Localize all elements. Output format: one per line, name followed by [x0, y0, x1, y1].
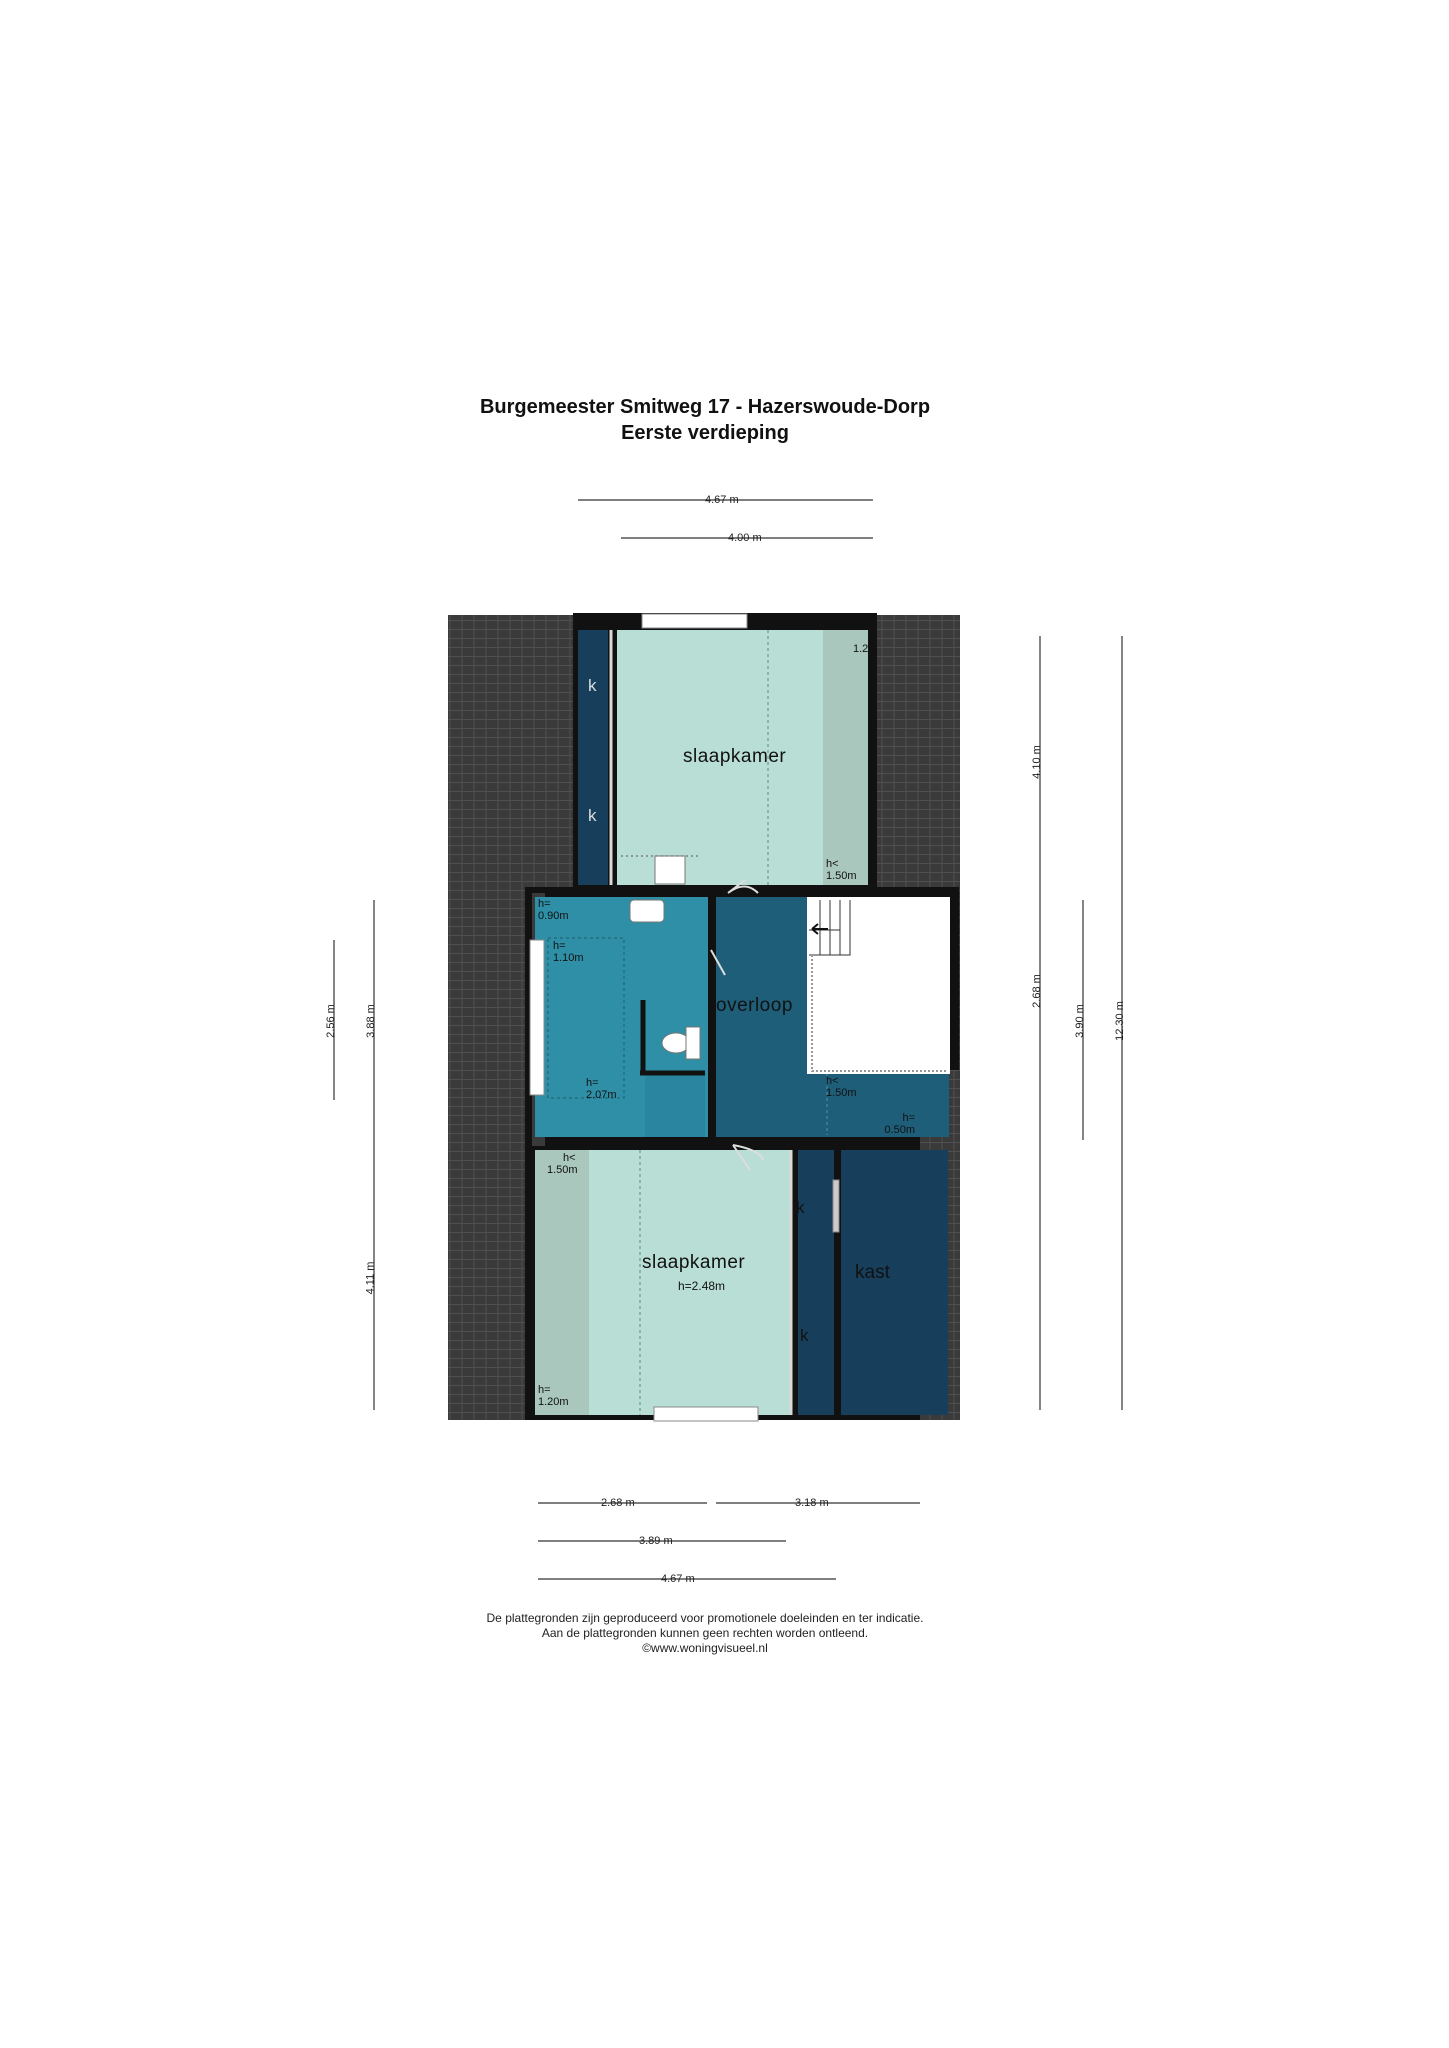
dim-right-mid: 2.68 m [1030, 974, 1043, 1008]
height-note: h< 1.50m [547, 1152, 578, 1176]
window-bottom [654, 1407, 758, 1421]
room-label-slaapkamer-top: slaapkamer [683, 746, 787, 767]
dim-bottom-mid: 3.89 m [639, 1535, 673, 1547]
dim-left-inner: 2.56 m [324, 1004, 337, 1038]
stair-void [807, 897, 950, 1074]
height-note: h= 1.10m [553, 940, 584, 964]
dim-bottom-left: 2.68 m [601, 1497, 635, 1509]
dim-right-total: 12.30 m [1113, 1001, 1126, 1041]
disclaimer-line: Aan de plattegronden kunnen geen rechten worden ontleend. [541, 1626, 869, 1640]
page-title: Burgemeester Smitweg 17 - Hazerswoude-Dorp [479, 396, 931, 418]
dim-left-lower: 4.11 m [364, 1261, 377, 1295]
dim-top-outer: 4.67 m [705, 494, 739, 506]
closet-label-k: k [588, 676, 597, 695]
height-note: h= 1.20m [538, 1384, 569, 1408]
room-height-bottom: h=2.48m [678, 1279, 726, 1293]
bedroom-top-low-zone [823, 630, 868, 885]
toilet-room [645, 1075, 705, 1137]
closet-label-k: k [588, 806, 597, 825]
height-note: 1.2m [853, 643, 878, 655]
dim-bottom-total: 4.67 m [661, 1573, 695, 1585]
dim-bottom-right: 3.18 m [795, 1497, 829, 1509]
copyright: ©www.woningvisueel.nl [642, 1641, 768, 1655]
window-top [642, 614, 747, 628]
room-label-overloop: overloop [716, 995, 793, 1016]
dim-right-stairs: 3.90 m [1073, 1004, 1086, 1038]
height-note: h= 0.90m [538, 898, 569, 922]
dim-left-mid: 3.88 m [364, 1004, 377, 1038]
page-subtitle: Eerste verdieping [621, 422, 789, 444]
dim-right-upper: 4.10 m [1030, 745, 1043, 779]
height-note: h= 0.50m [884, 1112, 915, 1136]
height-note: h< 1.50m [826, 858, 857, 882]
bedroom-bottom-low-zone [535, 1150, 589, 1415]
closet-label-k: k [796, 1198, 805, 1217]
disclaimer [0, 1611, 1410, 1656]
closet-top [578, 630, 608, 885]
height-note: h= 2.07m [586, 1077, 617, 1101]
disclaimer-line: De plattegronden zijn geproduceerd voor promotionele doeleinden en ter indicatie. [486, 1611, 924, 1625]
height-note: h< 1.50m [826, 1075, 857, 1099]
closet-label-k: k [800, 1326, 809, 1345]
room-label-slaapkamer-bottom: slaapkamer [642, 1252, 746, 1273]
room-label-kast: kast [855, 1262, 890, 1283]
closet-bottom-k [798, 1150, 834, 1415]
dim-top-inner: 4.00 m [728, 532, 762, 544]
